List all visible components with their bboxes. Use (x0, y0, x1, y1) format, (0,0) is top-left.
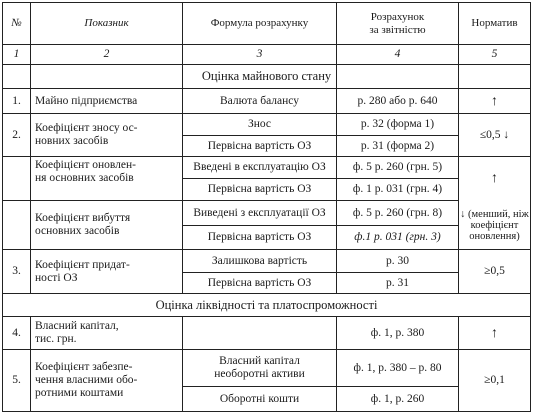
row3-norm: ≥0,5 (484, 265, 505, 277)
retire-norm: ↓ (менший, ніж коефіцієнт оновлення) (460, 208, 529, 242)
renew-norm: ↑ (491, 171, 498, 186)
colnum-3: 3 (256, 48, 263, 60)
row5-formula-denominator: Оборотні кошти (219, 392, 300, 405)
renew-indicator: Коефіцієнт оновлен- ня основних засобів (35, 159, 136, 184)
header-norm: Норматив (471, 17, 518, 29)
row2-formula-numerator: Знос (247, 118, 272, 130)
header-calc: Розрахунок за звітністю (369, 10, 426, 36)
row1-formula: Валюта балансу (220, 94, 299, 107)
row5-indicator: Коефіцієнт забезпе- чення власними обо- ротними коштами (35, 361, 138, 399)
row4-calc: ф. 1, р. 380 (370, 326, 425, 339)
row2-calc-numerator: р. 32 (форма 1) (360, 118, 435, 130)
row2-calc-denominator: р. 31 (форма 2) (360, 139, 435, 152)
row2-num: 2. (12, 128, 21, 141)
row4-indicator: Власний капітал, тис. грн. (35, 320, 119, 345)
row1-norm: ↑ (491, 93, 498, 109)
renew-calc-denominator: ф. 1 р. 031 (грн. 4) (352, 183, 443, 195)
row5-norm: ≥0,1 (484, 374, 505, 386)
retire-indicator: Коефіцієнт вибуття основних засобів (35, 212, 131, 237)
rule-bottom (2, 411, 531, 412)
row3-formula-numerator: Залишкова вартість (211, 254, 308, 267)
row2-indicator: Коефіцієнт зносу ос- новних засобів (35, 122, 138, 147)
row3-indicator: Коефіцієнт придат- ності ОЗ (35, 258, 130, 284)
row5-calc-denominator: ф. 1, р. 260 (370, 392, 425, 405)
rule-right (530, 2, 531, 412)
row3-calc-denominator: р. 31 (386, 276, 409, 289)
row1-indicator: Майно підприємства (35, 94, 138, 107)
header-num: № (11, 17, 22, 29)
retire-calc-numerator: ф. 5 р. 260 (грн. 8) (352, 206, 443, 219)
colnum-5: 5 (491, 48, 498, 60)
renew-formula-numerator: Введені в експлуатацію ОЗ (193, 161, 326, 173)
row4-num: 4. (12, 326, 21, 339)
row1-calc: р. 280 або р. 640 (357, 94, 438, 107)
header-formula: Формула розрахунку (210, 17, 309, 29)
row3-formula-denominator: Первісна вартість ОЗ (207, 276, 312, 289)
row4-norm: ↑ (491, 325, 498, 341)
row3-calc-numerator: р. 30 (386, 254, 409, 267)
renew-calc-numerator: ф. 5 р. 260 (грн. 5) (352, 161, 443, 173)
row5-formula-numerator: Власний капітал необоротні активи (214, 355, 305, 380)
retire-formula-denominator: Первісна вартість ОЗ (207, 231, 312, 243)
colnum-4: 4 (394, 48, 401, 60)
row5-calc-numerator: ф. 1, р. 380 – р. 80 (353, 361, 442, 374)
colnum-1: 1 (13, 48, 20, 60)
row1-num: 1. (12, 94, 21, 107)
row2-formula-denominator: Первісна вартість ОЗ (207, 139, 312, 152)
renew-formula-denominator: Первісна вартість ОЗ (207, 183, 312, 195)
row5-num: 5. (12, 374, 21, 386)
colnum-2: 2 (103, 48, 110, 60)
retire-calc-denominator: ф.1 р. 031 (грн. 3) (354, 231, 441, 243)
header-indicator: Показник (84, 17, 129, 29)
row3-num: 3. (12, 265, 21, 277)
retire-formula-numerator: Виведені з експлуатації ОЗ (193, 206, 326, 219)
section-title-property: Оцінка майнового стану (201, 69, 332, 83)
section-title-liquidity: Оцінка ліквідності та платоспроможності (155, 297, 378, 312)
row2-norm: ≤0,5 ↓ (479, 128, 510, 141)
